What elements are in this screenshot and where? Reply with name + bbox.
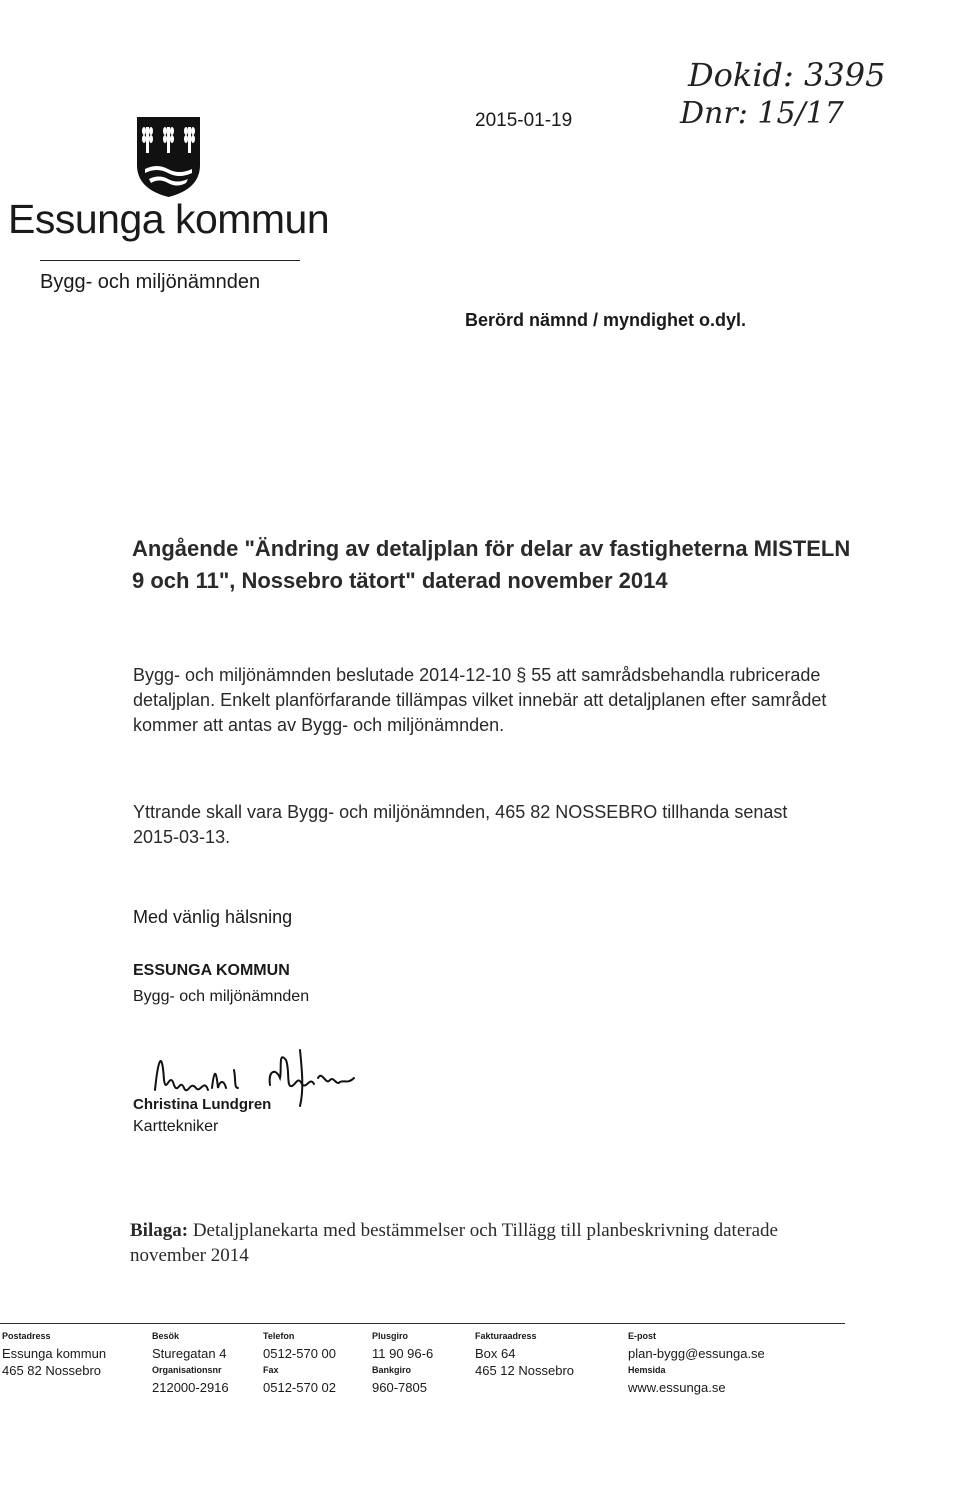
signature-organization: ESSUNGA KOMMUN <box>133 962 290 979</box>
footer-email-link[interactable]: plan-bygg@essunga.se <box>628 1346 765 1361</box>
department-name: Bygg- och miljönämnden <box>40 271 261 293</box>
recipient: Berörd nämnd / myndighet o.dyl. <box>465 310 747 330</box>
handwritten-dnr: Dnr: 15/17 <box>680 96 844 131</box>
footer-col-epost: E-post plan-bygg@essunga.se Hemsida www.essunga.se <box>628 1331 765 1395</box>
attachment-text: Detaljplanekarta med bestämmelser och Tillägg till planbeskrivning daterade november 2014 <box>130 1220 778 1266</box>
coat-of-arms-icon <box>137 117 200 197</box>
body-paragraph-2: Yttrande skall vara Bygg- och miljönämnden, 465 82 NOSSEBRO tillhanda senast 2015-03-13. <box>133 802 788 847</box>
footer-col-telefon: Telefon 0512-570 00 Fax 0512-570 02 <box>263 1331 337 1395</box>
signature-department: Bygg- och miljönämnden <box>133 988 310 1005</box>
handwritten-doc-id: Dokid: 3395 <box>688 56 886 94</box>
footer-divider <box>0 1323 845 1324</box>
closing-greeting: Med vänlig hälsning <box>133 907 293 927</box>
footer-col-besok: Besök Sturegatan 4 Organisationsnr 212000-2916 <box>152 1331 229 1395</box>
signer-name: Christina Lundgren <box>133 1096 272 1113</box>
attachment-note <box>130 1218 850 1268</box>
municipality-logo <box>137 117 200 197</box>
footer-col-fakturaadress: Fakturaadress Box 64 465 12 Nossebro <box>475 1331 575 1378</box>
footer-col-postadress: Postadress Essunga kommun 465 82 Nossebro <box>2 1331 107 1378</box>
organization-name: Essunga kommun <box>8 196 330 242</box>
footer-website-link[interactable]: www.essunga.se <box>628 1380 726 1395</box>
footer-col-plusgiro: Plusgiro 11 90 96-6 Bankgiro 960-7805 <box>372 1331 434 1395</box>
body-paragraph-1: Bygg- och miljönämnden beslutade 2014-12-10 § 55 att samrådsbehandla rubricerade detaljplan. Enkelt planförfarande tillämpas vilket innebär att detaljplanen efter samrådet kommer att antas av Bygg- och miljönämnden. <box>133 665 827 735</box>
header-divider <box>40 260 300 261</box>
subject-heading: Angående "Ändring av detaljplan för delar av fastigheterna MISTELN 9 och 11", Nossebro tätort" daterad november 2014 <box>132 536 851 593</box>
attachment-label: Bilaga: <box>130 1220 189 1241</box>
signer-title: Karttekniker <box>133 1118 219 1135</box>
document-date: 2015-01-19 <box>475 110 573 131</box>
